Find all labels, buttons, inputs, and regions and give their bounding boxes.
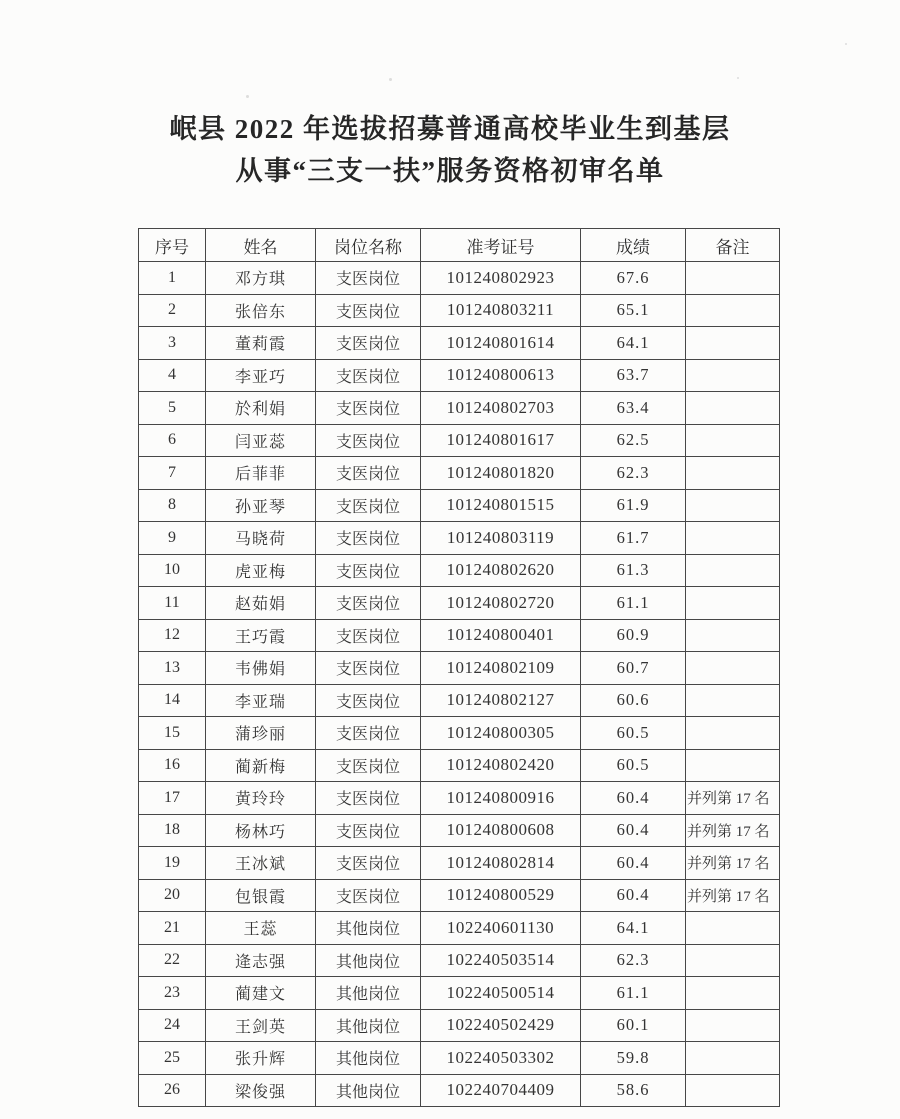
cell-ticket: 101240802109 [421,652,581,685]
table-row [139,262,780,295]
table-row [139,392,780,425]
cell-remark: 并列第 17 名 [686,782,780,815]
cell-remark [686,1009,780,1042]
column-header-ticket: 准考证号 [421,229,581,262]
column-header-no: 序号 [139,229,206,262]
cell-ticket: 101240800608 [421,814,581,847]
cell-ticket: 101240800916 [421,782,581,815]
cell-remark [686,912,780,945]
cell-score: 60.4 [581,814,686,847]
cell-score: 60.6 [581,684,686,717]
cell-no: 16 [139,749,206,782]
table-row [139,944,780,977]
table-row [139,912,780,945]
cell-post: 支医岗位 [316,782,421,815]
cell-post: 支医岗位 [316,619,421,652]
cell-remark [686,717,780,750]
cell-remark [686,944,780,977]
cell-post: 支医岗位 [316,814,421,847]
cell-ticket: 101240801820 [421,457,581,490]
cell-no: 5 [139,392,206,425]
cell-ticket: 101240800305 [421,717,581,750]
cell-no: 26 [139,1074,206,1107]
cell-name: 后菲菲 [206,457,316,490]
cell-remark [686,489,780,522]
cell-score: 64.1 [581,327,686,360]
cell-ticket: 101240801617 [421,424,581,457]
cell-name: 黄玲玲 [206,782,316,815]
cell-remark [686,652,780,685]
cell-post: 支医岗位 [316,717,421,750]
cell-remark [686,587,780,620]
cell-name: 张升辉 [206,1042,316,1075]
table-row [139,1074,780,1107]
cell-no: 21 [139,912,206,945]
table-row [139,977,780,1010]
cell-ticket: 102240503302 [421,1042,581,1075]
cell-score: 60.4 [581,782,686,815]
cell-score: 60.9 [581,619,686,652]
cell-name: 王巧霞 [206,619,316,652]
cell-score: 61.7 [581,522,686,555]
cell-no: 25 [139,1042,206,1075]
cell-score: 62.5 [581,424,686,457]
column-header-remark: 备注 [686,229,780,262]
cell-score: 61.1 [581,977,686,1010]
cell-name: 韦佛娟 [206,652,316,685]
cell-remark [686,749,780,782]
table-row [139,424,780,457]
cell-name: 逄志强 [206,944,316,977]
cell-no: 7 [139,457,206,490]
cell-ticket: 102240503514 [421,944,581,977]
cell-score: 58.6 [581,1074,686,1107]
cell-post: 其他岗位 [316,1074,421,1107]
table-header-row [139,229,780,262]
cell-remark [686,1074,780,1107]
cell-name: 蔺新梅 [206,749,316,782]
cell-no: 4 [139,359,206,392]
cell-ticket: 102240500514 [421,977,581,1010]
cell-score: 60.4 [581,879,686,912]
cell-no: 17 [139,782,206,815]
cell-post: 支医岗位 [316,522,421,555]
cell-score: 63.4 [581,392,686,425]
scan-speck [389,78,392,81]
cell-remark [686,262,780,295]
cell-post: 支医岗位 [316,327,421,360]
cell-score: 60.4 [581,847,686,880]
cell-post: 支医岗位 [316,652,421,685]
cell-post: 支医岗位 [316,424,421,457]
cell-remark [686,977,780,1010]
cell-post: 支医岗位 [316,392,421,425]
cell-name: 梁俊强 [206,1074,316,1107]
cell-no: 3 [139,327,206,360]
cell-name: 於利娟 [206,392,316,425]
cell-ticket: 101240800529 [421,879,581,912]
cell-post: 其他岗位 [316,944,421,977]
cell-score: 64.1 [581,912,686,945]
cell-name: 张倍东 [206,294,316,327]
cell-no: 23 [139,977,206,1010]
cell-remark [686,554,780,587]
cell-post: 其他岗位 [316,912,421,945]
cell-post: 其他岗位 [316,1042,421,1075]
cell-no: 2 [139,294,206,327]
table-row [139,327,780,360]
scan-speck [845,43,847,45]
cell-ticket: 101240802620 [421,554,581,587]
cell-name: 王蕊 [206,912,316,945]
cell-score: 67.6 [581,262,686,295]
table-row [139,1042,780,1075]
cell-ticket: 101240801614 [421,327,581,360]
cell-remark [686,619,780,652]
title-line-2: 从事“三支一扶”服务资格初审名单 [235,156,665,186]
cell-name: 王剑英 [206,1009,316,1042]
cell-post: 支医岗位 [316,587,421,620]
column-header-name: 姓名 [206,229,316,262]
cell-name: 蒲珍丽 [206,717,316,750]
table-row [139,684,780,717]
table-row [139,554,780,587]
cell-post: 支医岗位 [316,749,421,782]
document-title [0,108,900,192]
candidates-table [138,228,780,1107]
table-row [139,619,780,652]
cell-post: 其他岗位 [316,1009,421,1042]
cell-no: 10 [139,554,206,587]
cell-name: 虎亚梅 [206,554,316,587]
cell-no: 6 [139,424,206,457]
table-row [139,814,780,847]
cell-remark: 并列第 17 名 [686,847,780,880]
table-row [139,652,780,685]
cell-ticket: 101240802127 [421,684,581,717]
cell-post: 支医岗位 [316,554,421,587]
cell-name: 闫亚蕊 [206,424,316,457]
cell-post: 支医岗位 [316,457,421,490]
cell-ticket: 101240800613 [421,359,581,392]
cell-post: 支医岗位 [316,684,421,717]
cell-no: 9 [139,522,206,555]
cell-name: 王冰斌 [206,847,316,880]
table-row [139,1009,780,1042]
cell-name: 马晓荷 [206,522,316,555]
scan-speck [246,95,249,98]
table-row [139,717,780,750]
cell-ticket: 102240601130 [421,912,581,945]
cell-name: 赵茹娟 [206,587,316,620]
column-header-post: 岗位名称 [316,229,421,262]
cell-ticket: 101240802703 [421,392,581,425]
cell-no: 1 [139,262,206,295]
cell-remark [686,392,780,425]
cell-ticket: 101240803119 [421,522,581,555]
cell-no: 19 [139,847,206,880]
cell-score: 62.3 [581,457,686,490]
cell-name: 李亚巧 [206,359,316,392]
cell-remark [686,294,780,327]
cell-remark [686,1042,780,1075]
cell-score: 63.7 [581,359,686,392]
cell-score: 61.1 [581,587,686,620]
cell-ticket: 102240704409 [421,1074,581,1107]
table-row [139,489,780,522]
cell-name: 李亚瑞 [206,684,316,717]
title-line-1: 岷县 2022 年选拔招募普通高校毕业生到基层 [169,114,731,144]
cell-score: 61.9 [581,489,686,522]
cell-ticket: 101240802923 [421,262,581,295]
cell-score: 62.3 [581,944,686,977]
table-body [139,262,780,1107]
table-row [139,587,780,620]
cell-no: 14 [139,684,206,717]
cell-no: 18 [139,814,206,847]
cell-name: 邓方琪 [206,262,316,295]
cell-remark [686,327,780,360]
cell-post: 支医岗位 [316,879,421,912]
cell-no: 20 [139,879,206,912]
cell-no: 13 [139,652,206,685]
cell-name: 蔺建文 [206,977,316,1010]
cell-post: 其他岗位 [316,977,421,1010]
cell-no: 15 [139,717,206,750]
cell-score: 60.5 [581,717,686,750]
table-row [139,879,780,912]
cell-no: 8 [139,489,206,522]
scan-speck [737,77,739,79]
cell-score: 65.1 [581,294,686,327]
cell-score: 60.7 [581,652,686,685]
cell-ticket: 101240803211 [421,294,581,327]
cell-no: 11 [139,587,206,620]
table-row [139,522,780,555]
table-row [139,749,780,782]
cell-no: 24 [139,1009,206,1042]
cell-remark [686,424,780,457]
cell-post: 支医岗位 [316,359,421,392]
cell-score: 59.8 [581,1042,686,1075]
cell-remark [686,684,780,717]
cell-score: 60.1 [581,1009,686,1042]
cell-score: 61.3 [581,554,686,587]
cell-ticket: 101240802720 [421,587,581,620]
cell-name: 董莉霞 [206,327,316,360]
table-row [139,294,780,327]
cell-remark [686,359,780,392]
cell-name: 孙亚琴 [206,489,316,522]
cell-post: 支医岗位 [316,294,421,327]
cell-post: 支医岗位 [316,489,421,522]
cell-remark [686,522,780,555]
cell-ticket: 101240802420 [421,749,581,782]
cell-post: 支医岗位 [316,847,421,880]
cell-name: 杨林巧 [206,814,316,847]
cell-score: 60.5 [581,749,686,782]
table-row [139,359,780,392]
cell-post: 支医岗位 [316,262,421,295]
cell-ticket: 102240502429 [421,1009,581,1042]
table-row [139,847,780,880]
cell-no: 12 [139,619,206,652]
cell-no: 22 [139,944,206,977]
cell-remark [686,457,780,490]
column-header-score: 成绩 [581,229,686,262]
cell-ticket: 101240800401 [421,619,581,652]
table-row [139,457,780,490]
cell-ticket: 101240802814 [421,847,581,880]
cell-ticket: 101240801515 [421,489,581,522]
cell-remark: 并列第 17 名 [686,879,780,912]
cell-name: 包银霞 [206,879,316,912]
cell-remark: 并列第 17 名 [686,814,780,847]
table-row [139,782,780,815]
